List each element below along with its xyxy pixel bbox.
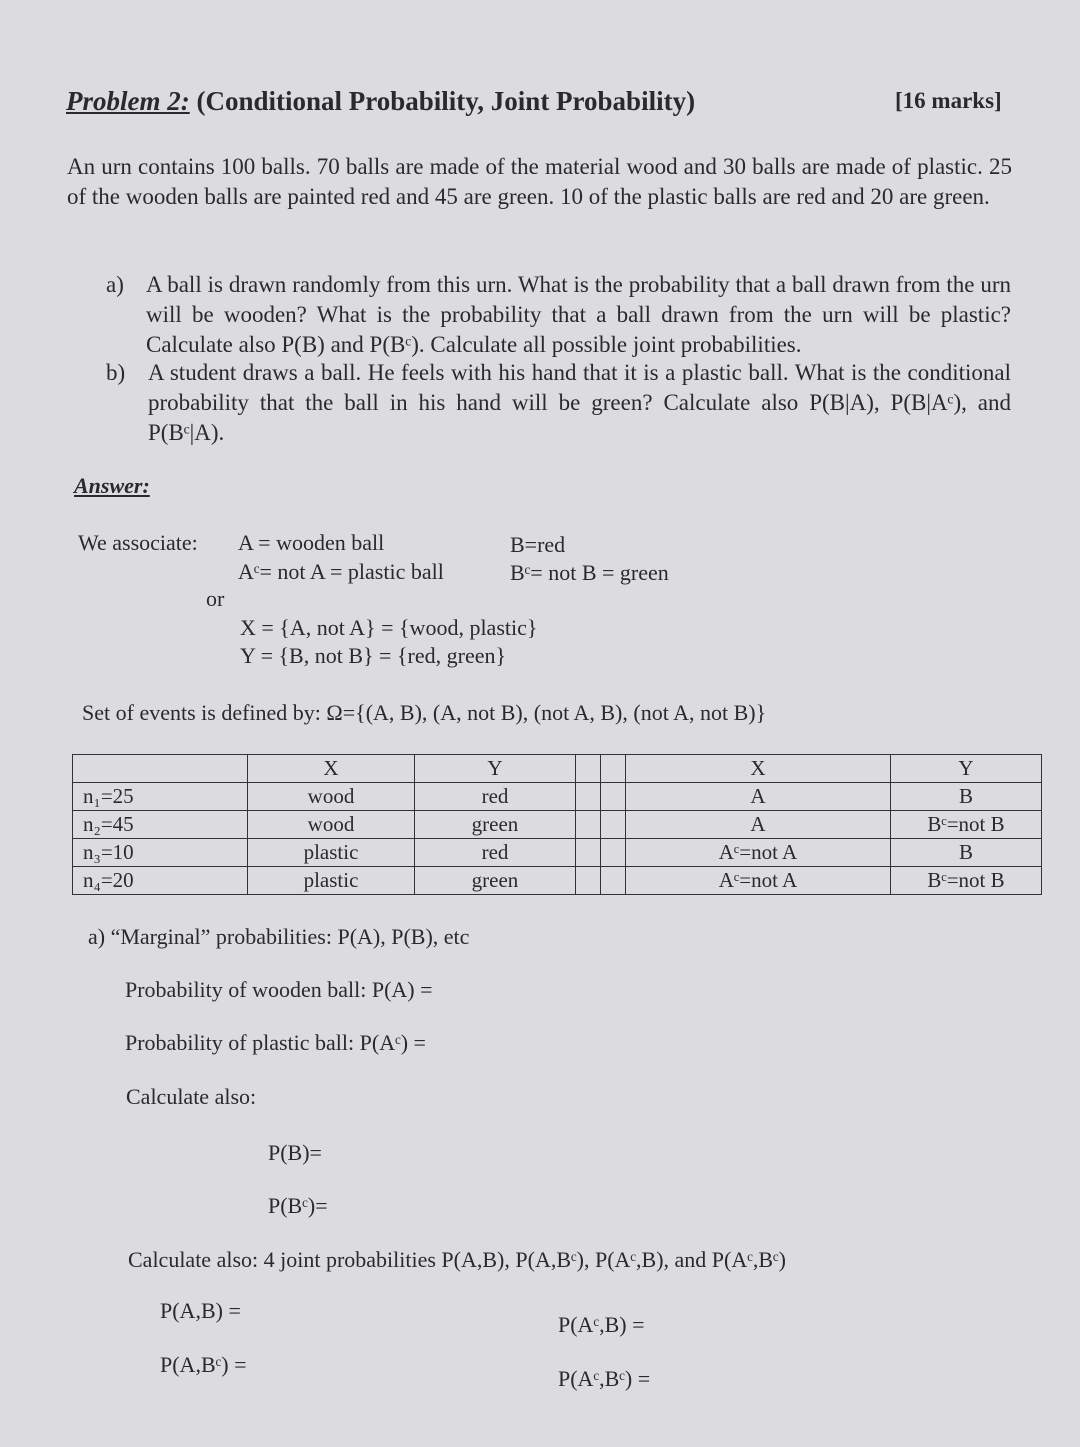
marks-label: [16 marks] <box>895 88 1002 113</box>
events-line: Set of events is defined by: Ω={(A, B), (A, not B), (not A, B), (not A, not B)} <box>82 700 767 725</box>
prob-acb: P(Aᶜ,B) = <box>558 1312 645 1337</box>
data-table <box>72 754 1042 895</box>
def-bc: Bᶜ= not B = green <box>510 560 669 585</box>
def-x: X = {A, not A} = {wood, plastic} <box>240 615 538 640</box>
table-cell: Aᶜ=not A <box>626 867 891 895</box>
table-cell <box>576 811 601 839</box>
table-cell: X <box>248 755 415 783</box>
prob-acbc: P(Aᶜ,Bᶜ) = <box>558 1366 651 1391</box>
table-cell: plastic <box>248 867 415 895</box>
table-cell: A <box>626 783 891 811</box>
table-cell: Bᶜ=not B <box>891 811 1042 839</box>
table-cell <box>601 755 626 783</box>
table-cell <box>576 783 601 811</box>
table-cell <box>576 839 601 867</box>
table-cell <box>73 755 248 783</box>
part-a-heading: a) “Marginal” probabilities: P(A), P(B), etc <box>88 924 470 949</box>
joint-heading: Calculate also: 4 joint probabilities P(A,B), P(A,Bᶜ), P(Aᶜ,B), and P(Aᶜ,Bᶜ) <box>128 1247 787 1272</box>
table-cell: B <box>891 783 1042 811</box>
table-cell: wood <box>248 783 415 811</box>
def-a: A = wooden ball <box>238 530 385 555</box>
intro-paragraph: An urn contains 100 balls. 70 balls are made of the material wood and 30 balls are made of plastic. 25 of the wooden balls are painted red and 45 are green. 10 of the plastic balls are red and 20 are green. <box>67 154 1012 209</box>
table-cell: green <box>415 811 576 839</box>
table-cell <box>576 867 601 895</box>
table-cell: n₃=10 <box>73 839 248 867</box>
table-cell: red <box>415 839 576 867</box>
prob-wooden: Probability of wooden ball: P(A) = <box>125 977 433 1002</box>
table-cell: Bᶜ=not B <box>891 867 1042 895</box>
prob-abc: P(A,Bᶜ) = <box>160 1352 247 1377</box>
associate-lead: We associate: <box>78 530 198 555</box>
calc-also: Calculate also: <box>126 1084 257 1109</box>
table-cell: B <box>891 839 1042 867</box>
question-b-text: A student draws a ball. He feels with his hand that it is a plastic ball. What is the conditional probability that the ball in his hand will be green? Calculate also P(B|A), P(B|Aᶜ), and P(Bᶜ|A). <box>148 360 1011 445</box>
def-b: B=red <box>510 532 566 557</box>
table-cell: A <box>626 811 891 839</box>
table-cell: red <box>415 783 576 811</box>
table-cell: Aᶜ=not A <box>626 839 891 867</box>
problem-title <box>66 86 695 117</box>
table-row <box>73 783 1042 811</box>
question-a-text: A ball is drawn randomly from this urn. What is the probability that a ball drawn from the urn will be wooden? What is the probability that a ball drawn from the urn will be plastic? Calculate also P(B) and P(Bᶜ). Calculate all possible joint probabilities. <box>146 272 1011 357</box>
table-cell: n₄=20 <box>73 867 248 895</box>
or-text: or <box>206 586 225 611</box>
table-cell: Y <box>415 755 576 783</box>
table-cell <box>601 867 626 895</box>
table-row <box>73 839 1042 867</box>
problem-label: Problem 2: <box>66 86 190 116</box>
table-cell <box>576 755 601 783</box>
question-a-label: a) <box>106 272 124 297</box>
table-cell: n₂=45 <box>73 811 248 839</box>
table-header-row <box>73 755 1042 783</box>
def-y: Y = {B, not B} = {red, green} <box>240 643 507 668</box>
def-ac: Aᶜ= not A = plastic ball <box>238 559 444 584</box>
table-cell: n₁=25 <box>73 783 248 811</box>
table-cell: X <box>626 755 891 783</box>
table-cell <box>601 811 626 839</box>
table-row <box>73 811 1042 839</box>
problem-topic: (Conditional Probability, Joint Probability) <box>189 86 696 116</box>
table-cell: plastic <box>248 839 415 867</box>
question-b <box>106 358 1011 448</box>
table-cell: green <box>415 867 576 895</box>
prob-bc: P(Bᶜ)= <box>268 1193 328 1218</box>
prob-plastic: Probability of plastic ball: P(Aᶜ) = <box>125 1030 426 1055</box>
answer-heading: Answer: <box>74 473 150 498</box>
table-cell <box>601 783 626 811</box>
table-row <box>73 867 1042 895</box>
table-cell: Y <box>891 755 1042 783</box>
question-b-label: b) <box>106 360 126 385</box>
prob-ab: P(A,B) = <box>160 1298 241 1323</box>
table-cell: wood <box>248 811 415 839</box>
question-a <box>106 270 1011 360</box>
table-cell <box>601 839 626 867</box>
prob-b: P(B)= <box>268 1140 322 1165</box>
